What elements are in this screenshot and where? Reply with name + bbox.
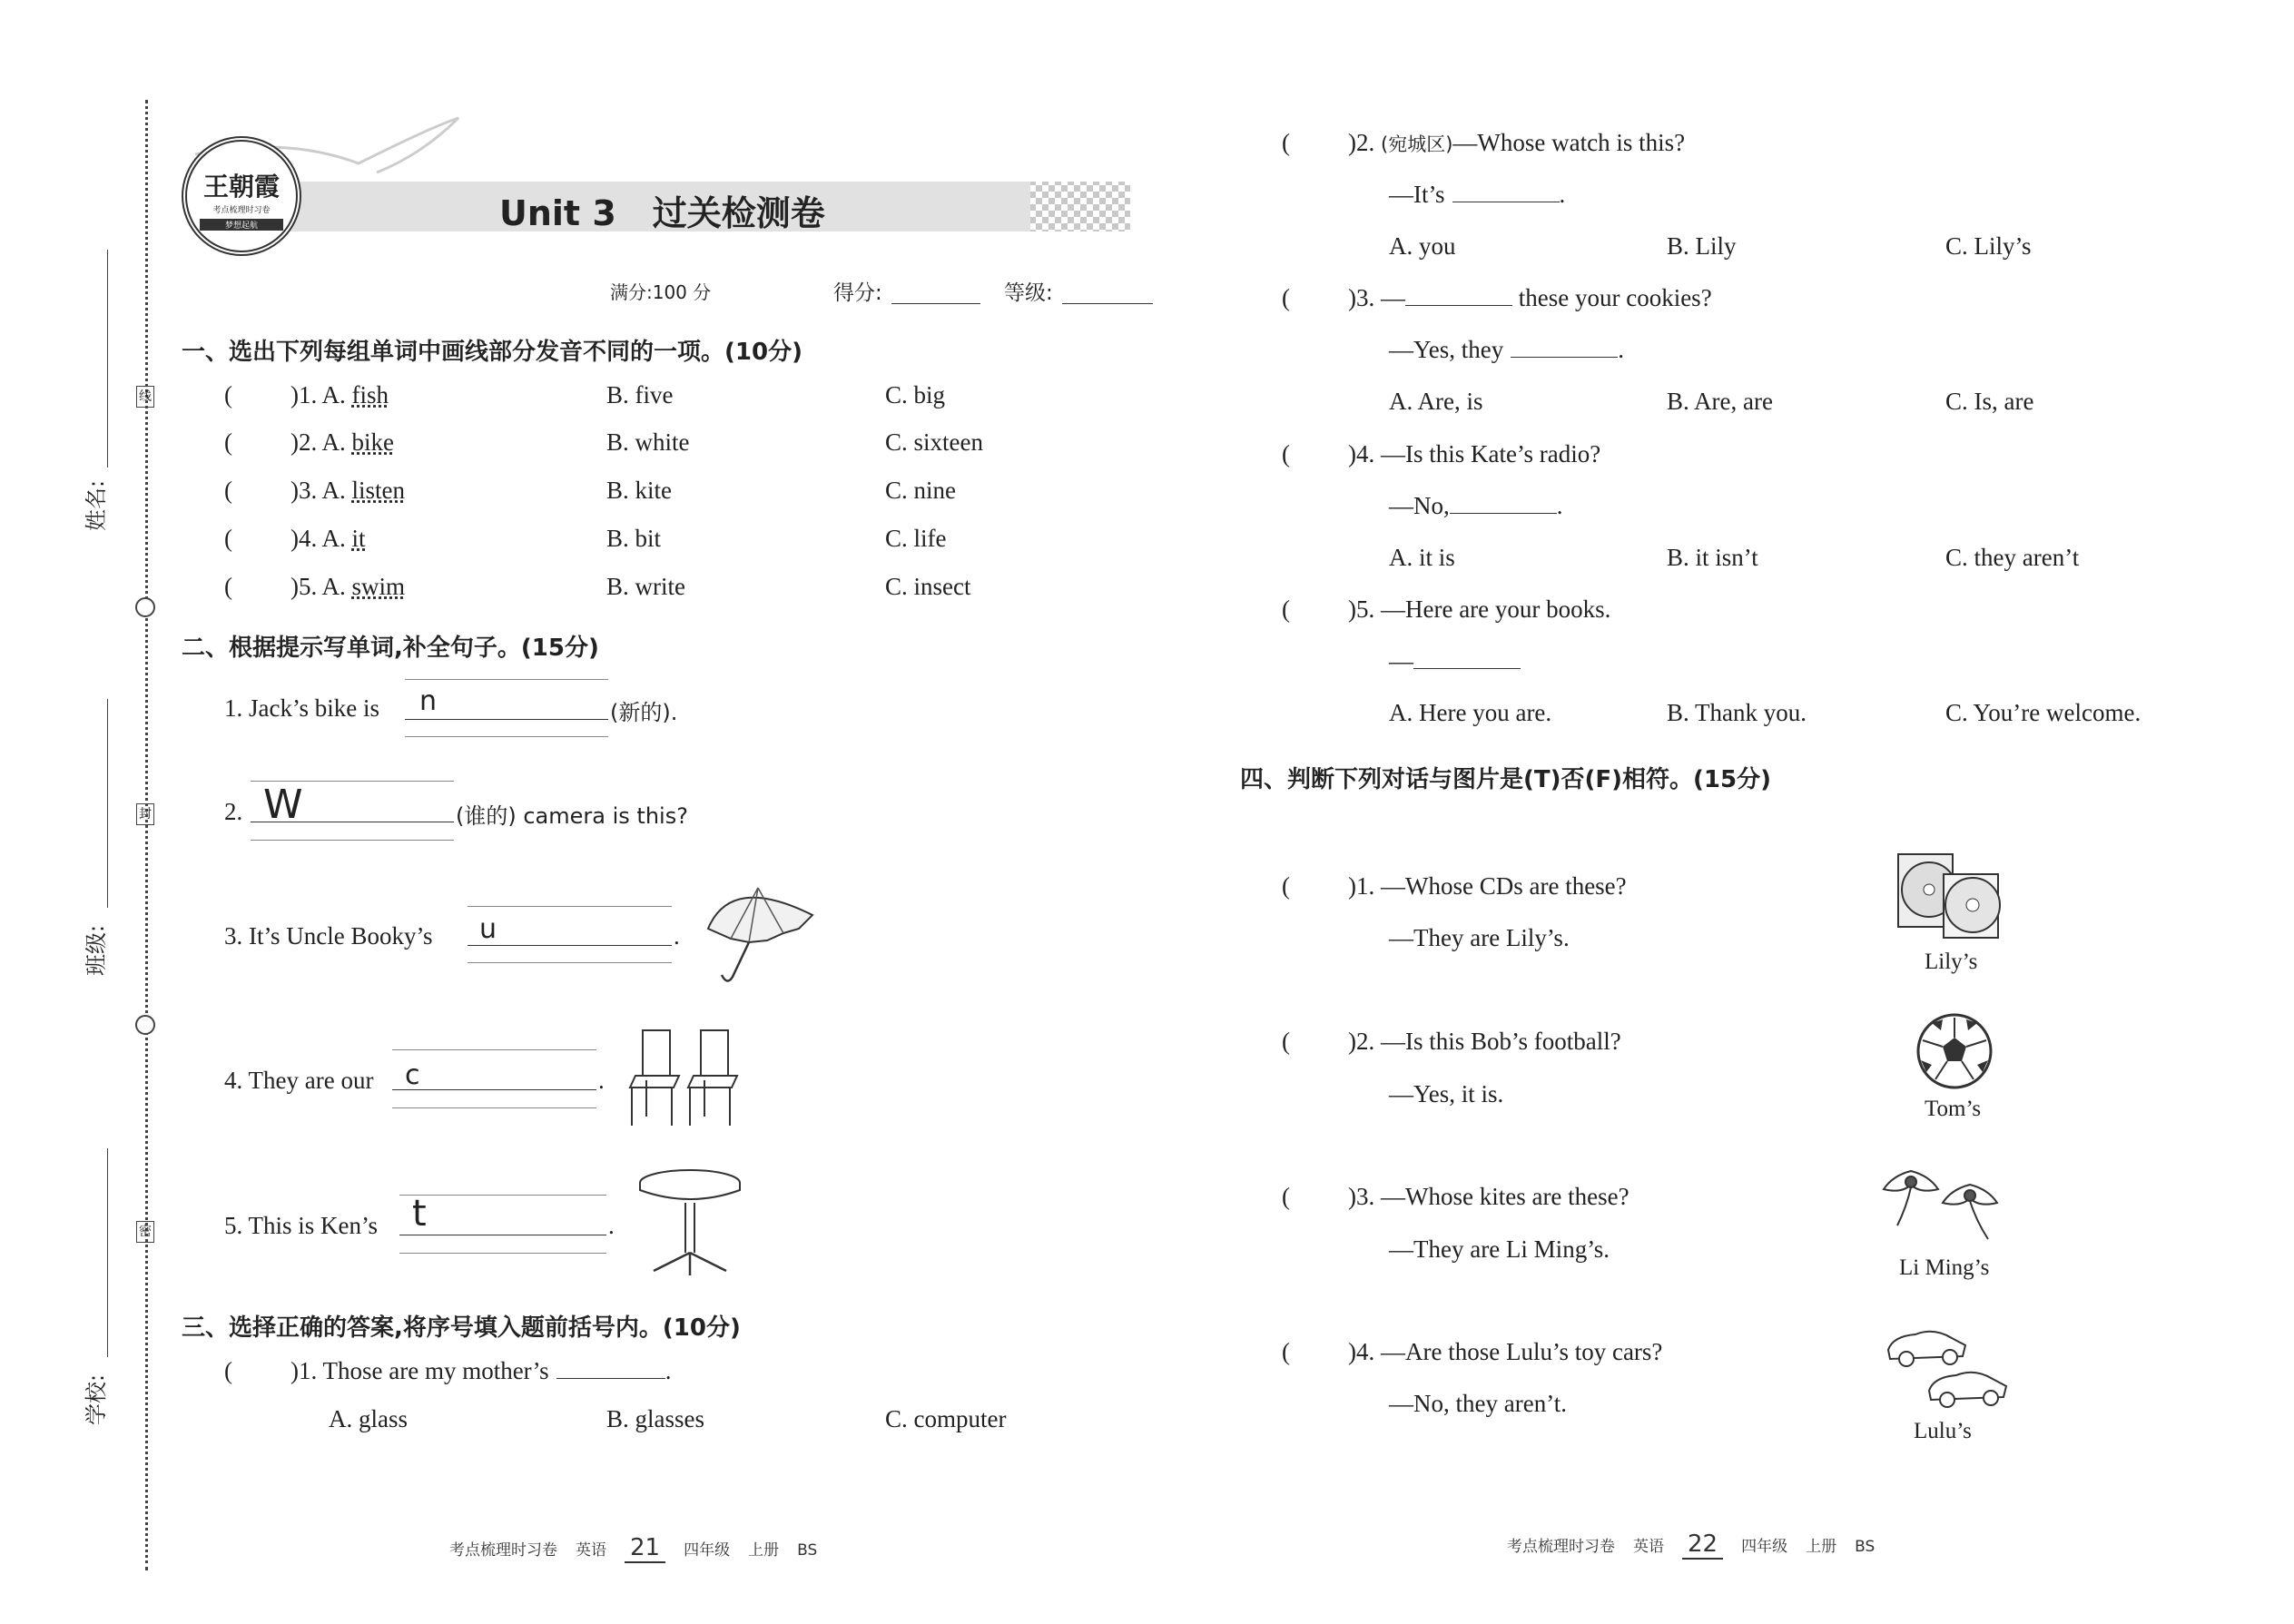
sec3-q2-a: A. you bbox=[1389, 232, 1456, 260]
sec2-q3-hint: u bbox=[479, 913, 497, 945]
table-picture bbox=[635, 1166, 744, 1280]
full-score: 满分:100 分 bbox=[610, 281, 712, 303]
seal-char-feng: 封 bbox=[136, 803, 154, 825]
answer-paren[interactable]: ( bbox=[1282, 440, 1290, 468]
seal-char-mi: 密 bbox=[136, 1221, 154, 1243]
sec1-item-3-b: B. kite bbox=[606, 477, 672, 504]
footer-right: 考点梳理时习卷 英语 22 四年级 上册 BS bbox=[1507, 1530, 1876, 1558]
sec1-item-1-c: C. big bbox=[885, 381, 946, 408]
sec2-q3-end: . bbox=[674, 922, 680, 950]
sec3-q2-c: C. Lily’s bbox=[1945, 232, 2032, 260]
sec2-q4-text: 4. They are our bbox=[224, 1067, 374, 1094]
answer-paren[interactable]: ( bbox=[1282, 1183, 1290, 1210]
sec2-q1-text: 1. Jack’s bike is bbox=[224, 694, 379, 722]
answer-paren[interactable]: ( bbox=[1282, 1028, 1290, 1055]
sec3-q2-stem: ( )2. (宛城区)—Whose watch is this? bbox=[1282, 129, 1686, 156]
sec1-item-5-b: B. write bbox=[606, 573, 685, 600]
sec3-q3-b: B. Are, are bbox=[1667, 388, 1773, 415]
sec1-item-1-b: B. five bbox=[606, 381, 674, 408]
sec1-item-5-c: C. insect bbox=[885, 573, 971, 600]
sec4-item-4-a: —No, they aren’t. bbox=[1389, 1390, 1567, 1417]
sec3-q2-blank[interactable] bbox=[1452, 182, 1560, 202]
sec2-q2-hint: W bbox=[263, 782, 303, 828]
page-number-22: 22 bbox=[1682, 1530, 1723, 1560]
logo-subtext: 考点梳理时习卷 bbox=[212, 206, 271, 215]
school-label: 学校: bbox=[84, 1373, 109, 1425]
score-label: 得分: bbox=[833, 281, 882, 305]
sec3-q1-stem: ( )1. Those are my mother’s . bbox=[224, 1357, 672, 1384]
sec4-title: 四、判断下列对话与图片是(T)否(F)相符。(15分) bbox=[1240, 766, 1771, 793]
logo-text: 王朝霞 bbox=[202, 172, 280, 202]
sec2-q5-hint: t bbox=[412, 1193, 427, 1235]
grade-blank[interactable] bbox=[1062, 303, 1153, 304]
sec3-q3-a: A. Are, is bbox=[1389, 388, 1483, 415]
sec1-item-2: ( )2. A. bike bbox=[224, 428, 394, 456]
sec2-q4-end: . bbox=[598, 1067, 605, 1094]
sec4-item-3-a: —They are Li Ming’s. bbox=[1389, 1235, 1610, 1263]
sec4-item-3-label: Li Ming’s bbox=[1899, 1255, 1990, 1280]
sec2-q5-text: 5. This is Ken’s bbox=[224, 1212, 379, 1239]
sec1-item-5: ( )5. A. swim bbox=[224, 573, 406, 600]
sec2-title: 二、根据提示写单词,补全句子。(15分) bbox=[182, 635, 599, 662]
sec3-q3-c: C. Is, are bbox=[1945, 388, 2034, 415]
sec3-q5-stem: ( )5. —Here are your books. bbox=[1282, 595, 1611, 623]
binding-knot-2 bbox=[135, 1015, 155, 1035]
sec1-title: 一、选出下列每组单词中画线部分发音不同的一项。(10分) bbox=[182, 339, 802, 366]
sec2-q3-text: 3. It’s Uncle Booky’s bbox=[224, 922, 433, 950]
toy-cars-picture bbox=[1879, 1318, 2024, 1418]
page-number-21: 21 bbox=[625, 1534, 665, 1563]
sec1-item-4: ( )4. A. it bbox=[224, 525, 366, 552]
class-label: 班级: bbox=[84, 924, 109, 976]
answer-paren[interactable]: ( bbox=[1282, 284, 1290, 311]
kites-picture bbox=[1875, 1162, 2020, 1253]
sec3-q4-answer: —No, . bbox=[1389, 492, 1563, 519]
sec3-q1-b: B. glasses bbox=[606, 1405, 704, 1432]
sec3-q5-c: C. You’re welcome. bbox=[1945, 699, 2141, 726]
answer-paren[interactable]: ( bbox=[1282, 595, 1290, 623]
sec3-q2-answer: —It’s . bbox=[1389, 181, 1566, 208]
sec4-item-1-label: Lily’s bbox=[1925, 950, 1978, 974]
answer-paren[interactable]: ( bbox=[1282, 872, 1290, 900]
sec3-q3-blank[interactable] bbox=[1405, 285, 1512, 306]
sec4-item-3-q: ( )3. —Whose kites are these? bbox=[1282, 1183, 1629, 1210]
sec3-q1-blank[interactable] bbox=[556, 1358, 665, 1379]
unit-label: Unit 3 bbox=[499, 193, 616, 233]
sec3-q4-blank[interactable] bbox=[1450, 493, 1557, 514]
sec4-item-2-q: ( )2. —Is this Bob’s football? bbox=[1282, 1028, 1621, 1055]
answer-paren[interactable]: ( bbox=[1282, 1338, 1290, 1365]
sec3-q5-answer: — bbox=[1389, 647, 1521, 675]
sec2-q5-end: . bbox=[608, 1212, 615, 1239]
logo-ribbon: 梦想起航 bbox=[200, 219, 283, 231]
sec2-q4-hint: c bbox=[405, 1059, 420, 1091]
answer-paren[interactable]: ( bbox=[224, 525, 232, 552]
seal-char-xian: 线 bbox=[136, 386, 154, 408]
sec1-item-3: ( )3. A. listen bbox=[224, 477, 405, 504]
sec4-item-4-label: Lulu’s bbox=[1914, 1419, 1972, 1443]
answer-paren[interactable]: ( bbox=[1282, 129, 1290, 156]
binding-dotted-line bbox=[145, 100, 148, 1570]
sec2-q2-text: 2. bbox=[224, 798, 243, 825]
sec3-q2-b: B. Lily bbox=[1667, 232, 1737, 260]
sec3-q5-b: B. Thank you. bbox=[1667, 699, 1807, 726]
chairs-picture bbox=[626, 1026, 763, 1130]
sec3-title: 三、选择正确的答案,将序号填入题前括号内。(10分) bbox=[182, 1314, 741, 1342]
score-blank[interactable] bbox=[891, 303, 980, 304]
answer-paren[interactable]: ( bbox=[224, 428, 232, 456]
sec3-q5-blank[interactable] bbox=[1413, 648, 1521, 669]
name-label: 姓名: bbox=[84, 479, 109, 531]
sec3-q4-stem: ( )4. —Is this Kate’s radio? bbox=[1282, 440, 1601, 468]
name-field-line[interactable] bbox=[107, 250, 108, 468]
answer-paren[interactable]: ( bbox=[224, 1357, 232, 1384]
sec4-item-1-a: —They are Lily’s. bbox=[1389, 924, 1570, 951]
sec3-q4-b: B. it isn’t bbox=[1667, 544, 1758, 571]
sec1-item-1: ( )1. A. fish bbox=[224, 381, 389, 408]
sec2-q1-end: (新的). bbox=[610, 700, 678, 725]
sec2-q4-blank[interactable] bbox=[392, 1089, 596, 1090]
binding-knot-1 bbox=[135, 597, 155, 617]
sec3-q4-c: C. they aren’t bbox=[1945, 544, 2080, 571]
sec3-q4-a: A. it is bbox=[1389, 544, 1455, 571]
sec1-item-4-c: C. life bbox=[885, 525, 947, 552]
page-title bbox=[499, 185, 825, 235]
sec1-item-4-b: B. bit bbox=[606, 525, 662, 552]
umbrella-picture bbox=[704, 879, 822, 988]
sec1-item-2-b: B. white bbox=[606, 428, 690, 456]
answer-paren[interactable]: ( bbox=[224, 477, 232, 504]
football-picture bbox=[1914, 1010, 1995, 1092]
sec2-q1-hint: n bbox=[419, 685, 438, 717]
sec2-q3-blank[interactable] bbox=[468, 945, 672, 946]
sec4-item-4-q: ( )4. —Are those Lulu’s toy cars? bbox=[1282, 1338, 1663, 1365]
school-field-line[interactable] bbox=[107, 1148, 108, 1357]
sec3-q3-stem: ( )3. — these your cookies? bbox=[1282, 284, 1712, 311]
title-name: 过关检测卷 bbox=[652, 193, 825, 233]
sec3-q3-answer: —Yes, they . bbox=[1389, 336, 1625, 363]
sec4-item-2-a: —Yes, it is. bbox=[1389, 1080, 1504, 1107]
sec3-q2-region: (宛城区) bbox=[1381, 133, 1453, 155]
grade-label: 等级: bbox=[1004, 281, 1053, 305]
cds-picture bbox=[1893, 849, 2011, 944]
sec1-item-3-c: C. nine bbox=[885, 477, 956, 504]
sec3-q3-answer-blank[interactable] bbox=[1511, 337, 1618, 358]
sec2-q2-end: (谁的) camera is this? bbox=[456, 803, 688, 829]
sec3-q1-c: C. computer bbox=[885, 1405, 1007, 1432]
sec4-item-2-label: Tom’s bbox=[1925, 1097, 1982, 1121]
sec3-q1-a: A. glass bbox=[329, 1405, 408, 1432]
answer-paren[interactable]: ( bbox=[224, 573, 232, 600]
sec1-item-2-c: C. sixteen bbox=[885, 428, 983, 456]
answer-paren[interactable]: ( bbox=[224, 381, 232, 408]
footer-left: 考点梳理时习卷 英语 21 四年级 上册 BS bbox=[449, 1534, 818, 1561]
sec2-q1-blank[interactable] bbox=[405, 719, 608, 720]
class-field-line[interactable] bbox=[107, 699, 108, 908]
sec3-q5-a: A. Here you are. bbox=[1389, 699, 1552, 726]
logo-badge bbox=[182, 136, 301, 256]
sec4-item-1-q: ( )1. —Whose CDs are these? bbox=[1282, 872, 1627, 900]
